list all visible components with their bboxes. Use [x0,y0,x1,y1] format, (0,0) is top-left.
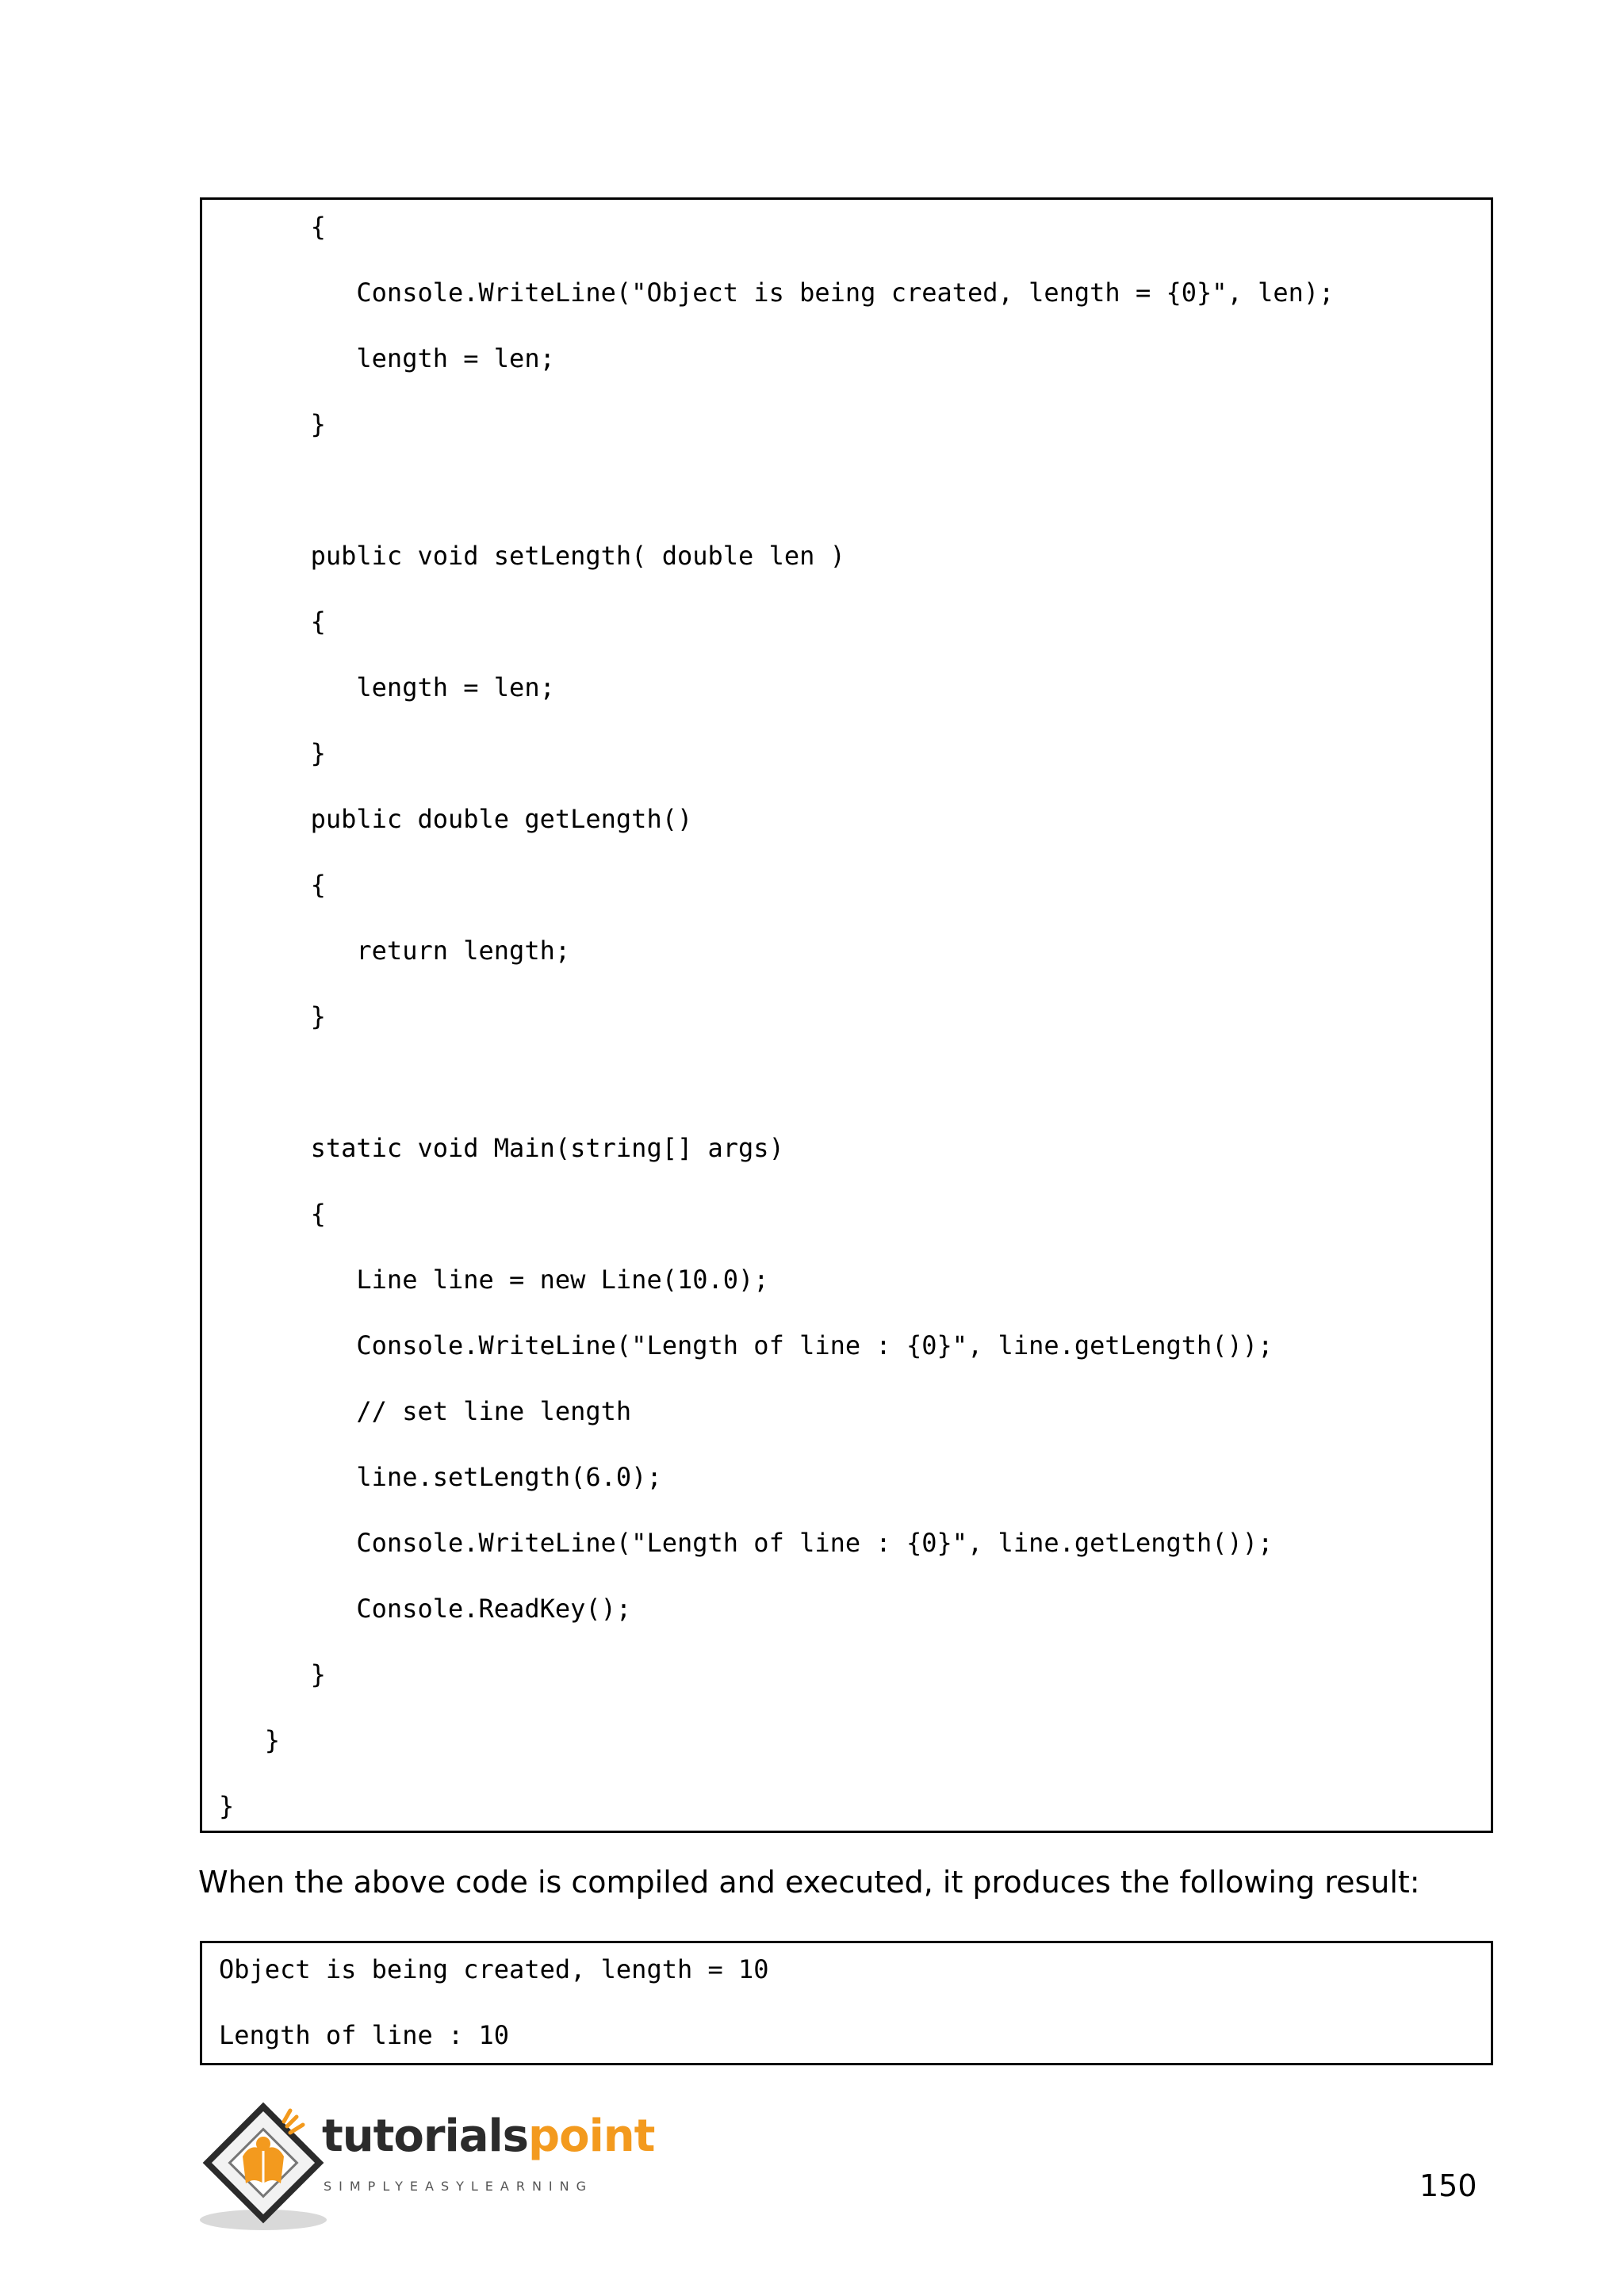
code-line: Console.WriteLine("Length of line : {0}", line.getLength()); [219,1330,1274,1360]
output-listing-box [200,1941,1493,2065]
code-line: { [219,607,326,637]
code-line: length = len; [219,672,555,702]
code-line: line.setLength(6.0); [219,1462,662,1492]
code-line: { [219,870,326,900]
logo-wordmark-tutorials: tutorials [322,2110,529,2162]
code-line: } [219,1001,326,1031]
code-line: } [219,409,326,439]
code-line: } [219,1725,281,1755]
code-line: { [219,1199,326,1229]
output-line: Object is being created, length = 10 [219,1954,769,1984]
code-line: // set line length [219,1396,632,1426]
code-line: Console.WriteLine("Object is being created, length = {0}", len); [219,277,1335,308]
tutorialspoint-logo [193,2101,653,2236]
code-line: public void setLength( double len ) [219,541,845,571]
code-line: public double getLength() [219,804,693,834]
logo-wordmark-point: point [528,2110,655,2162]
logo-wordmark [322,2109,654,2164]
page-number: 150 [1419,2168,1477,2203]
output-line: Length of line : 10 [219,2020,510,2050]
code-line: } [219,1791,235,1821]
logo-diamond-icon [193,2101,336,2236]
result-intro-text: When the above code is compiled and executed, it produces the following result: [198,1865,1420,1900]
code-line: Console.WriteLine("Length of line : {0}", line.getLength()); [219,1528,1274,1558]
code-line: } [219,738,326,768]
code-line: static void Main(string[] args) [219,1133,784,1163]
logo-tagline: SIMPLYEASYLEARNING [324,2179,594,2194]
code-line: { [219,212,326,242]
code-line: return length; [219,936,571,966]
code-line: } [219,1659,326,1689]
code-line: Line line = new Line(10.0); [219,1265,769,1295]
code-listing-box [200,197,1493,1833]
code-line: length = len; [219,343,555,373]
code-line: Console.ReadKey(); [219,1594,632,1624]
